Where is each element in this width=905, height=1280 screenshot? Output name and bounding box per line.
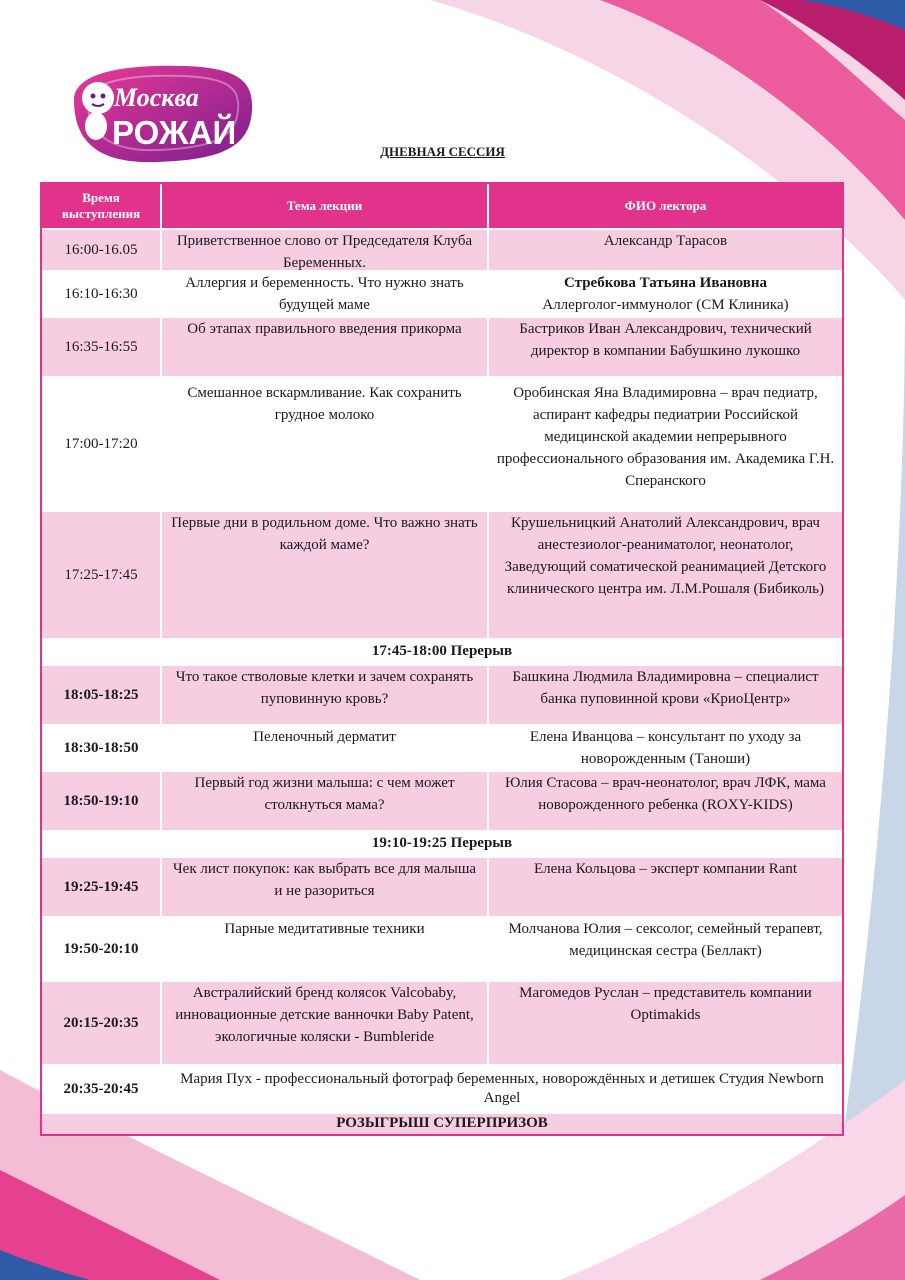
row-time: 17:25-17:45: [64, 567, 138, 583]
table-row: [42, 916, 842, 980]
row-topic: Пеленочный дерматит: [160, 726, 487, 770]
row-lecturer-cell: [487, 272, 842, 316]
row-lecturer: Крушельницкий Анатолий Александрович, врач анестезиолог-реаниматолог, неонатолог, Заведующий соматической реанимацией Детского клинического центра им. Л.М.Рошаля (Бибиколь): [487, 512, 842, 638]
row-topic: Чек лист покупок: как выбрать все для малыша и не разориться: [160, 858, 487, 916]
row-topic: Что такое стволовые клетки и зачем сохранять пуповинную кровь?: [160, 666, 487, 724]
row-time: 18:50-19:10: [63, 793, 139, 809]
schedule-table: [40, 182, 844, 1136]
row-time: 18:30-18:50: [63, 740, 139, 756]
table-row: [42, 510, 842, 638]
row-lecturer: Башкина Людмила Владимировна – специалист банка пуповинной крови «КриоЦентр»: [487, 666, 842, 724]
session-title: ДНЕВНАЯ СЕССИЯ: [380, 144, 505, 159]
table-row: [42, 228, 842, 270]
row-lecturer: Александр Тарасов: [487, 230, 842, 270]
row-topic: Приветственное слово от Председателя Клуба Беременных.: [160, 230, 487, 270]
row-lecturer: Бастриков Иван Александрович, технический директор в компании Бабушкино лукошко: [487, 318, 842, 376]
row-time: 17:00-17:20: [64, 436, 138, 452]
row-time: 16:10-16:30: [64, 286, 138, 302]
row-topic: Первый год жизни малыша: с чем может столкнуться мама?: [160, 772, 487, 830]
header-lecturer: ФИО лектора: [487, 184, 842, 228]
row-lecturer: Юлия Стасова – врач-неонатолог, врач ЛФК, мама новорожденного ребенка (ROXY-KIDS): [487, 772, 842, 830]
logo-text-line1: Москва: [114, 83, 199, 112]
table-row: [42, 316, 842, 376]
row-time: 20:15-20:35: [63, 1015, 139, 1031]
row-merged-info: Мария Пух - профессиональный фотограф беременных, новорождённых и детишек Студия Newborn Angel: [160, 1066, 842, 1112]
table-row: [42, 724, 842, 770]
row-time: 19:50-20:10: [63, 941, 139, 957]
row-topic: Аллергия и беременность. Что нужно знать будущей маме: [160, 272, 487, 316]
row-time: 19:25-19:45: [63, 879, 139, 895]
table-row: [42, 980, 842, 1064]
row-time: 18:05-18:25: [63, 687, 139, 703]
table-row: [42, 1064, 842, 1112]
final-row: [42, 1112, 842, 1134]
row-topic: Австралийский бренд колясок Valcobaby, инновационные детские ванночки Baby Patent, экологичные коляски - Bumbleride: [160, 982, 487, 1064]
break-row: [42, 638, 842, 664]
table-row: [42, 376, 842, 510]
table-row: [42, 270, 842, 316]
row-topic: Смешанное вскармливание. Как сохранить грудное молоко: [160, 378, 487, 510]
row-time: 16:35-16:55: [64, 339, 138, 355]
row-lecturer: Молчанова Юлия – сексолог, семейный терапевт, медицинская сестра (Беллакт): [487, 918, 842, 980]
table-row: [42, 856, 842, 916]
logo-text-line2: РОЖАЙ: [112, 114, 237, 151]
table-row: [42, 770, 842, 830]
table-row: [42, 664, 842, 724]
row-lecturer-name: Стребкова Татьяна Ивановна: [564, 275, 767, 291]
row-topic: Парные медитативные техники: [160, 918, 487, 980]
row-lecturer: Оробинская Яна Владимировна – врач педиатр, аспирант кафедры педиатрии Российской медицинской академии непрерывного профессионального образования им. Академика Г.Н. Сперанского: [487, 378, 842, 510]
break-label: 19:10-19:25 Перерыв: [371, 835, 513, 851]
break-label: 17:45-18:00 Перерыв: [371, 643, 513, 659]
header-topic: Тема лекции: [160, 184, 487, 228]
row-lecturer: Аллерголог-иммунолог (СМ Клиника): [542, 297, 789, 313]
row-time: 20:35-20:45: [63, 1081, 139, 1097]
header-time: Время выступления: [61, 190, 141, 221]
table-header-row: [42, 184, 842, 228]
final-label: РОЗЫГРЫШ СУПЕРПРИЗОВ: [336, 1115, 548, 1131]
row-topic: Об этапах правильного введения прикорма: [160, 318, 487, 376]
row-lecturer: Елена Кольцова – эксперт компании Rant: [487, 858, 842, 916]
row-lecturer: Елена Иванцова – консультант по уходу за новорожденным (Таноши): [487, 726, 842, 770]
row-lecturer: Магомедов Руслан – представитель компании Optimakids: [487, 982, 842, 1064]
break-row: [42, 830, 842, 856]
row-topic: Первые дни в родильном доме. Что важно знать каждой маме?: [160, 512, 487, 638]
row-time: 16:00-16.05: [64, 242, 138, 258]
